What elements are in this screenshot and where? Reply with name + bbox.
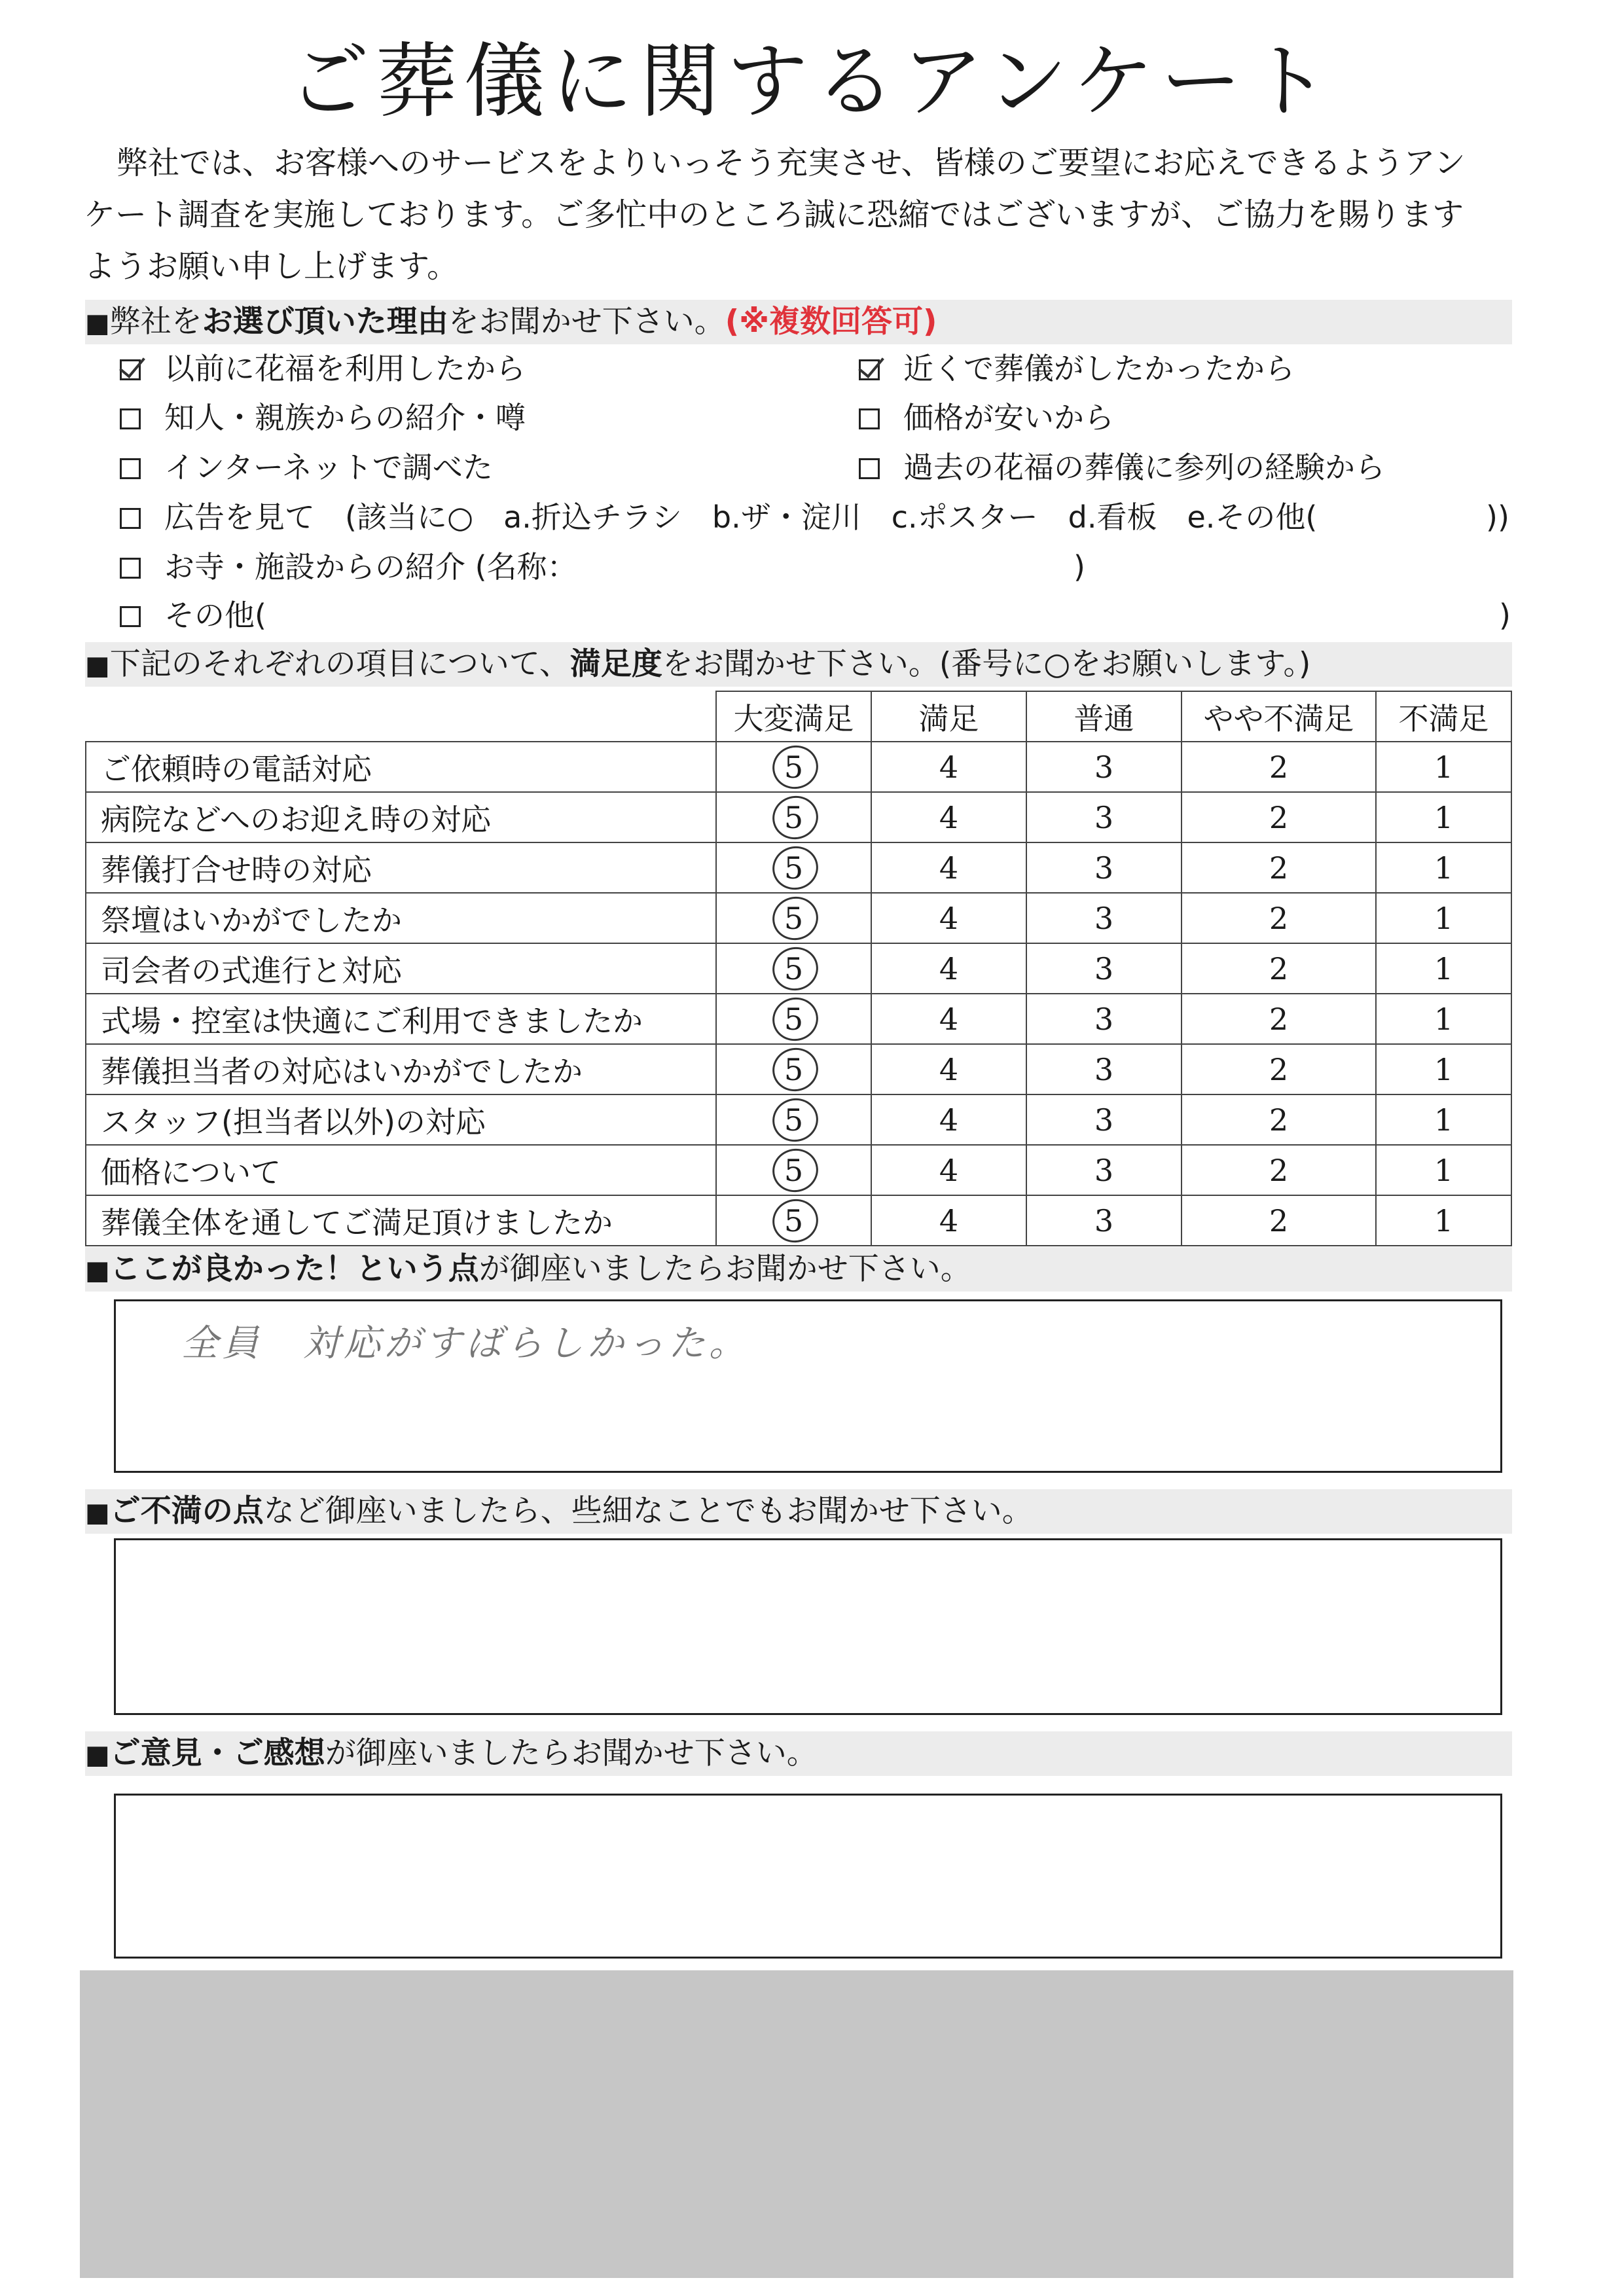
rating-cell[interactable] [871, 842, 1026, 893]
rating-value: 3 [1094, 900, 1114, 936]
rating-cell[interactable] [716, 1094, 871, 1145]
row-label: 祭壇はいかがでしたか [86, 893, 716, 943]
rating-cell[interactable] [1026, 893, 1182, 943]
good-points-answer-box[interactable] [114, 1299, 1502, 1473]
rating-value: 3 [1094, 1001, 1114, 1037]
rating-cell[interactable] [1026, 1145, 1182, 1195]
reason-option-9[interactable] [120, 596, 266, 635]
reason-label: 価格が安いから [903, 400, 1114, 435]
rating-value: 4 [939, 1202, 959, 1238]
rating-cell[interactable] [1026, 792, 1182, 842]
column-header: 大変満足 [716, 691, 871, 742]
rating-value: 1 [1434, 799, 1454, 835]
table-row [86, 842, 1511, 893]
rating-cell[interactable] [716, 1145, 871, 1195]
section-text: が御座いましたらお聞かせ下さい。 [325, 1735, 818, 1771]
rating-value: 4 [939, 799, 959, 835]
rating-value: 1 [1434, 950, 1454, 986]
checkbox[interactable] [859, 458, 880, 479]
section-text: をお聞かせ下さい。(番号に○をお願いします。) [662, 646, 1311, 682]
column-header: 普通 [1026, 691, 1182, 742]
column-header: やや不満足 [1182, 691, 1376, 742]
rating-cell[interactable] [1026, 1044, 1182, 1094]
rating-value: 4 [939, 1051, 959, 1087]
rating-cell[interactable] [1376, 943, 1511, 994]
table-row [86, 943, 1511, 994]
rating-cell[interactable] [1182, 842, 1376, 893]
rating-value: 1 [1434, 900, 1454, 936]
section-complaints-header: ■ご不満の点など御座いましたら、些細なことでもお聞かせ下さい。 [85, 1489, 1512, 1534]
rating-cell[interactable] [871, 994, 1026, 1044]
reason-label: インターネットで調べた [164, 450, 493, 485]
section-bold: ご意見・ご感想 [109, 1735, 325, 1771]
section-opinions-header: ■ご意見・ご感想が御座いましたらお聞かせ下さい。 [85, 1731, 1512, 1776]
section-text: をお聞かせ下さい。 [448, 304, 725, 340]
rating-cell[interactable] [1376, 1094, 1511, 1145]
section-bold: ここが良かった！という点 [109, 1251, 479, 1287]
reason-label: 過去の花福の葬儀に参列の経験から [903, 450, 1385, 485]
rating-cell[interactable] [716, 943, 871, 994]
rating-cell[interactable] [871, 1044, 1026, 1094]
rating-value: 2 [1269, 749, 1289, 785]
rating-value: 3 [1094, 1202, 1114, 1238]
intro-line: 弊社では、お客様へのサービスをよりいっそう充実させ、皆様のご要望にお応えできるようアン [117, 145, 1466, 181]
rating-cell[interactable] [871, 1195, 1026, 1246]
rating-cell[interactable] [716, 1195, 871, 1246]
rating-value: 3 [1094, 1051, 1114, 1087]
reason-label: 近くで葬儀がしたかったから [903, 351, 1295, 386]
section-good-points-header: ■ここが良かった！という点が御座いましたらお聞かせ下さい。 [85, 1247, 1512, 1292]
rating-value: 3 [1094, 1102, 1114, 1138]
rating-cell[interactable] [716, 893, 871, 943]
rating-value: 1 [1434, 1051, 1454, 1087]
reason-label: お寺・施設からの紹介 (名称： [164, 549, 577, 585]
section-bold: ご不満の点 [109, 1493, 264, 1529]
rating-value: 2 [1269, 950, 1289, 986]
rating-value: 3 [1094, 950, 1114, 986]
rating-value: 2 [1269, 1152, 1289, 1188]
rating-cell[interactable] [716, 792, 871, 842]
rating-cell[interactable] [871, 893, 1026, 943]
rating-value: 2 [1269, 850, 1289, 886]
rating-cell[interactable] [871, 943, 1026, 994]
rating-cell[interactable] [1376, 893, 1511, 943]
section-reasons-header: ■弊社をお選び頂いた理由をお聞かせ下さい。(※複数回答可) [85, 300, 1512, 344]
checkbox[interactable] [120, 606, 141, 627]
checkbox-checked[interactable] [859, 359, 880, 380]
rating-cell[interactable] [1026, 994, 1182, 1044]
reason-option-4[interactable] [859, 398, 1114, 437]
row-label: 葬儀打合せ時の対応 [86, 842, 716, 893]
redacted-area [80, 1970, 1513, 2278]
rating-value: 1 [1434, 749, 1454, 785]
rating-cell[interactable] [1182, 943, 1376, 994]
rating-cell[interactable] [1182, 1094, 1376, 1145]
rating-cell[interactable] [1376, 1195, 1511, 1246]
reason-option-7[interactable] [120, 497, 1317, 537]
rating-cell[interactable] [1026, 742, 1182, 792]
reason-option-2[interactable] [859, 349, 1295, 388]
rating-value: 1 [1434, 1152, 1454, 1188]
rating-cell[interactable] [1376, 792, 1511, 842]
rating-value: 4 [939, 850, 959, 886]
section-note: (※複数回答可) [725, 304, 937, 340]
rating-cell[interactable] [716, 842, 871, 893]
rating-value-circled: 5 [784, 1152, 804, 1188]
table-row [86, 1145, 1511, 1195]
row-label: 病院などへのお迎え時の対応 [86, 792, 716, 842]
row-label: 葬儀全体を通してご満足頂けましたか [86, 1195, 716, 1246]
reason-7-close: )) [1486, 499, 1509, 535]
column-header: 不満足 [1376, 691, 1511, 742]
rating-value: 4 [939, 1001, 959, 1037]
rating-cell[interactable] [871, 1094, 1026, 1145]
section-satisfaction-header: ■下記のそれぞれの項目について、満足度をお聞かせ下さい。(番号に○をお願いします。) [85, 642, 1512, 687]
table-row [86, 893, 1511, 943]
rating-value: 2 [1269, 1051, 1289, 1087]
rating-cell[interactable] [1376, 994, 1511, 1044]
page-title: ご葬儀に関するアンケート [288, 35, 1336, 129]
rating-cell[interactable] [1182, 994, 1376, 1044]
rating-value-circled: 5 [784, 1102, 804, 1138]
rating-value: 3 [1094, 749, 1114, 785]
rating-cell[interactable] [1376, 1044, 1511, 1094]
reason-label: その他( [164, 598, 266, 633]
rating-value-circled: 5 [784, 1202, 804, 1238]
table-row [86, 1044, 1511, 1094]
row-label: 葬儀担当者の対応はいかがでしたか [86, 1044, 716, 1094]
table-header-row [86, 691, 1511, 742]
rating-value: 4 [939, 1152, 959, 1188]
opinions-answer-box[interactable] [114, 1794, 1502, 1959]
reason-9-close: ) [1499, 598, 1511, 633]
table-row [86, 994, 1511, 1044]
rating-value: 3 [1094, 799, 1114, 835]
satisfaction-table [85, 691, 1512, 1246]
rating-cell[interactable] [1376, 1145, 1511, 1195]
section-text: など御座いましたら、些細なことでもお聞かせ下さい。 [263, 1493, 1033, 1529]
rating-value: 1 [1434, 1001, 1454, 1037]
reason-label: 知人・親族からの紹介・噂 [164, 400, 526, 435]
reason-option-5[interactable] [120, 448, 493, 487]
row-label: スタッフ(担当者以外)の対応 [86, 1094, 716, 1145]
rating-value: 1 [1434, 1102, 1454, 1138]
rating-value-circled: 5 [784, 900, 804, 936]
reason-8-close: ) [1074, 549, 1085, 585]
rating-value: 4 [939, 900, 959, 936]
checkbox[interactable] [120, 458, 141, 479]
reason-label: 以前に花福を利用したから [164, 351, 526, 386]
section-text: 弊社を [109, 304, 202, 340]
row-label: 司会者の式進行と対応 [86, 943, 716, 994]
row-label: 価格について [86, 1145, 716, 1195]
rating-value: 2 [1269, 1001, 1289, 1037]
rating-value-circled: 5 [784, 1051, 804, 1087]
rating-value-circled: 5 [784, 850, 804, 886]
row-label: ご依頼時の電話対応 [86, 742, 716, 792]
section-text: が御座いましたらお聞かせ下さい。 [478, 1251, 971, 1287]
column-header: 満足 [871, 691, 1026, 742]
rating-cell[interactable] [1376, 842, 1511, 893]
table-corner [86, 691, 716, 742]
rating-cell[interactable] [1182, 1044, 1376, 1094]
rating-cell[interactable] [1182, 792, 1376, 842]
rating-value: 3 [1094, 1152, 1114, 1188]
rating-cell[interactable] [1182, 1145, 1376, 1195]
checkbox[interactable] [120, 408, 141, 429]
rating-cell[interactable] [1026, 943, 1182, 994]
rating-cell[interactable] [716, 742, 871, 792]
complaints-answer-box[interactable] [114, 1538, 1502, 1715]
checkbox[interactable] [120, 508, 141, 529]
rating-value: 2 [1269, 799, 1289, 835]
rating-cell[interactable] [1026, 1195, 1182, 1246]
rating-value: 2 [1269, 900, 1289, 936]
rating-value: 2 [1269, 1102, 1289, 1138]
row-label: 式場・控室は快適にご利用できましたか [86, 994, 716, 1044]
reason-option-3[interactable] [120, 398, 526, 437]
rating-cell[interactable] [1182, 1195, 1376, 1246]
rating-value: 4 [939, 749, 959, 785]
rating-value: 2 [1269, 1202, 1289, 1238]
rating-cell[interactable] [716, 994, 871, 1044]
rating-value: 1 [1434, 1202, 1454, 1238]
rating-cell[interactable] [1182, 893, 1376, 943]
rating-cell[interactable] [1026, 842, 1182, 893]
checkbox[interactable] [859, 408, 880, 429]
rating-value-circled: 5 [784, 1001, 804, 1037]
checkbox-checked[interactable] [120, 359, 141, 380]
rating-cell[interactable] [871, 1145, 1026, 1195]
rating-value: 4 [939, 950, 959, 986]
intro-line: ケート調査を実施しております。ご多忙中のところ誠に恐縮ではございますが、ご協力を賜ります [84, 196, 1464, 233]
checkbox[interactable] [120, 558, 141, 579]
rating-value-circled: 5 [784, 950, 804, 986]
reason-label: 広告を見て (該当に○ a.折込チラシ b.ザ・淀川 c.ポスター d.看板 e.その他( [164, 499, 1318, 535]
reason-option-8[interactable] [120, 547, 577, 587]
rating-cell[interactable] [1376, 742, 1511, 792]
intro-line: ようお願い申し上げます。 [84, 248, 459, 285]
rating-cell[interactable] [871, 742, 1026, 792]
reason-option-1[interactable] [120, 349, 526, 388]
section-bold: 満足度 [569, 646, 662, 682]
rating-cell[interactable] [716, 1044, 871, 1094]
section-text: 下記のそれぞれの項目について、 [109, 646, 570, 682]
reason-option-6[interactable] [859, 448, 1385, 487]
rating-cell[interactable] [871, 792, 1026, 842]
intro-text [84, 137, 1524, 293]
rating-value: 1 [1434, 850, 1454, 886]
table-row [86, 1195, 1511, 1246]
rating-cell[interactable] [1026, 1094, 1182, 1145]
section-bold: お選び頂いた理由 [202, 304, 448, 340]
table-row [86, 1094, 1511, 1145]
table-row [86, 742, 1511, 792]
rating-cell[interactable] [1182, 742, 1376, 792]
rating-value-circled: 5 [784, 749, 804, 785]
handwritten-answer: 全員 対応がすばらしかった。 [181, 1322, 749, 1365]
table-row [86, 792, 1511, 842]
rating-value-circled: 5 [784, 799, 804, 835]
rating-value: 3 [1094, 850, 1114, 886]
rating-value: 4 [939, 1102, 959, 1138]
